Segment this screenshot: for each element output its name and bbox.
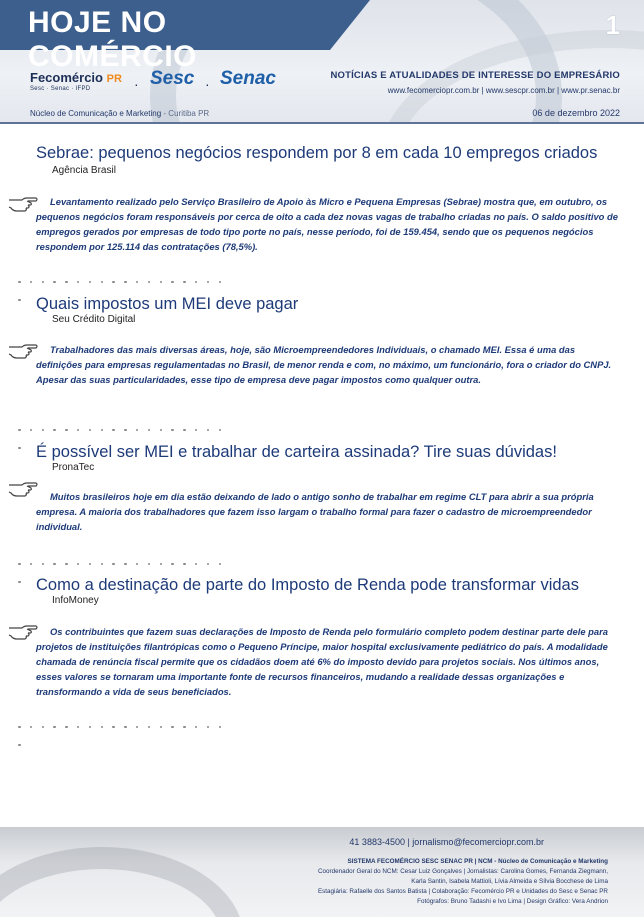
title-banner: [0, 0, 330, 73]
article-body: Os contribuintes que fazem suas declarações de Imposto de Renda pelo formulário completo podem destinar parte dele para projetos de instituições filantrópicas como o Pequeno Príncipe, maior hospital exclusivamente pediátrico do país. A modalidade chamada de renúncia fiscal permite que os cidadãos doem até 6% do imposto devido para projetos sociais. Nos últimos anos, esses valores se tornaram uma importante fonte de recursos financeiros, mudando a realidade dessas organizações e transformando a vida de seus beneficiados.: [36, 626, 608, 697]
fecomercio-logo: Fecomércio PR Sesc · Senac · IFPD: [30, 70, 122, 92]
newsletter-footer: [0, 827, 644, 917]
article-source: PronaTec: [52, 462, 95, 473]
dotted-divider: [18, 715, 238, 719]
article-title[interactable]: É possível ser MEI e trabalhar de carteira assinada? Tire suas dúvidas!: [36, 443, 557, 461]
pointing-hand-icon: [8, 340, 38, 360]
article-title[interactable]: Como a destinação de parte do Imposto de Renda pode transformar vidas: [36, 576, 579, 594]
header-divider: [0, 122, 644, 124]
article-body: Trabalhadores das mais diversas áreas, hoje, são Microempreendedores Individuais, o chamado MEI. Essa é uma das definições para empresas regulamentadas no Brasil, de menor renda e com, no máximo, um funcionário, fora o criador do CNPJ. Apesar das suas particularidades, esse tipo de empresa deve pagar impostos como qualquer outra.: [36, 344, 612, 385]
department-label: Núcleo de Comunicação e Marketing - Curitiba PR: [30, 109, 210, 118]
sesc-logo: Sesc: [150, 68, 195, 89]
article-source: InfoMoney: [52, 595, 99, 606]
issue-date: 06 de dezembro 2022: [532, 108, 620, 118]
article-body: Levantamento realizado pelo Serviço Brasileiro de Apoio às Micro e Pequena Empresas (Sebrae) mostra que, em outubro, os pequenos negócios foram responsáveis por cerca de oito a cada dez novas vagas de trabalho criadas no país. O saldo positivo de empregos gerados por empresas de todo tipo porte no país, nesse período, foi de 159.454, sendo que os pequenos negócios respondem por 125.114 das contratações (78,5%).: [36, 196, 618, 252]
pointing-hand-icon: [8, 478, 38, 498]
article-source: Agência Brasil: [52, 165, 116, 176]
credits: SISTEMA FECOMÉRCIO SESC SENAC PR | NCM - Núcleo de Comunicação e Marketing Coordenador Geral do NCM: Cesar Luiz Gonçalves | Jornalistas: Carolina Gomes, Fernanda Ziegmann, Karla Santin, Isabela Mattioli, Lívia Almeida e Sílvia Bocchese de Lima Estagiária: Rafaelle dos Santos Batista | Colaboração: Fecomércio PR e Unidades do Sesc e Senac PR Fotógrafos: Bruno Tadashi e Ivo Lima | Design Gráfico: Vera Andrion: [317, 858, 608, 905]
article-body: Muitos brasileiros hoje em dia estão deixando de lado o antigo sonho de trabalhar em regime CLT para abrir a sua própria empresa. A maioria dos trabalhadores que fazem isso largam o trabalho formal para fazer o cadastro de microempreendedor individual.: [36, 491, 594, 532]
newsletter-header: HOJE NO COMÉRCIO 1 Fecomércio PR Sesc · Senac · IFPD · Sesc · Senac NOTÍCIAS E ATUALIDADES DE INTERESSE DO EMPRESÁRIO www.fecomerciopr.com.br | www.sescpr.com.br | www.pr.senac.br Núcleo de Comunicação e Marketing - Curitiba PR 06 de dezembro 2022: [0, 0, 644, 124]
senac-logo: Senac: [220, 68, 276, 89]
dotted-divider: [18, 418, 238, 422]
tagline: NOTÍCIAS E ATUALIDADES DE INTERESSE DO EMPRESÁRIO: [330, 70, 620, 81]
article-title[interactable]: Sebrae: pequenos negócios respondem por 8 em cada 10 empregos criados: [36, 144, 598, 162]
pointing-hand-icon: [8, 193, 38, 213]
dotted-divider: [18, 270, 238, 274]
newsletter-title: HOJE NO COMÉRCIO: [28, 6, 197, 73]
contact-info[interactable]: 41 3883-4500 | jornalismo@fecomerciopr.com.br: [349, 837, 544, 847]
website-links[interactable]: www.fecomerciopr.com.br | www.sescpr.com.br | www.pr.senac.br: [387, 86, 620, 95]
page-number: 1: [605, 10, 620, 40]
dotted-divider: [18, 552, 238, 556]
article-source: Seu Crédito Digital: [52, 314, 136, 325]
article-title[interactable]: Quais impostos um MEI deve pagar: [36, 295, 299, 313]
pointing-hand-icon: [8, 621, 38, 641]
